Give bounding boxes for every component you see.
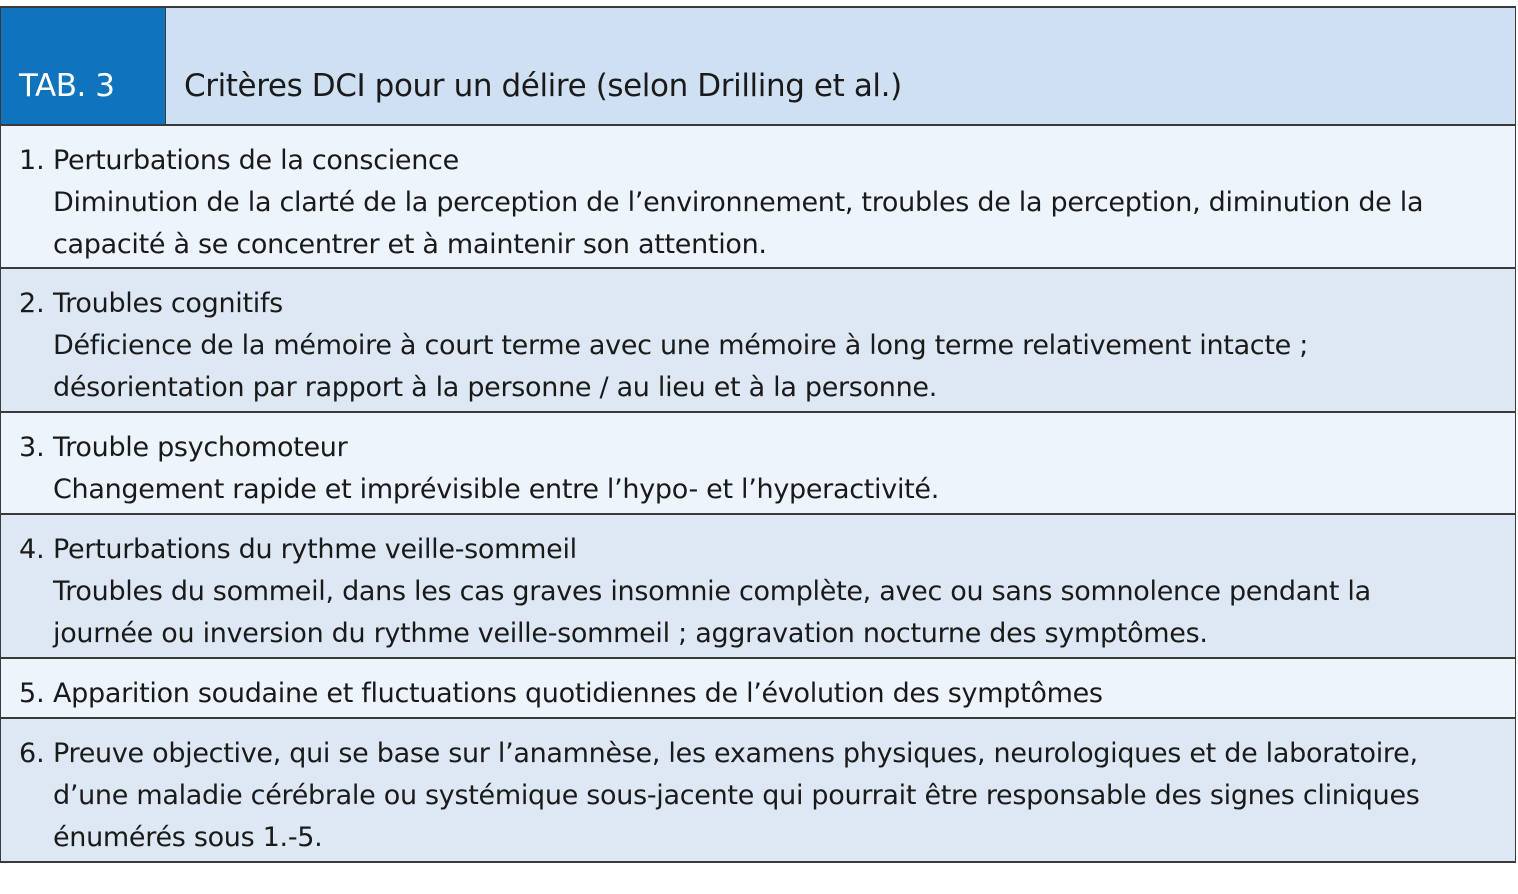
row-title: Preuve objective, qui se base sur l’anamnèse, les examens physiques, neurologiques et de laboratoire, d’une maladie cérébrale ou systémique sous-jacente qui pourrait être responsable des signes cliniques énumérés sous 1.-5. (53, 738, 1420, 853)
row-description: Troubles du sommeil, dans les cas graves insomnie complète, avec ou sans somnolence pendant la journée ou inversion du rythme veille-sommeil ; aggravation nocturne des symptômes. (53, 576, 1371, 649)
row-body (53, 733, 1515, 861)
row-description: Diminution de la clarté de la perception de l’environnement, troubles de la perception, diminution de la capacité à se concentrer et à maintenir son attention. (53, 187, 1424, 260)
row-number: 5. (19, 678, 45, 709)
row-title: Apparition soudaine et fluctuations quotidiennes de l’évolution des symptômes (53, 678, 1103, 709)
row-description: Déficience de la mémoire à court terme avec une mémoire à long terme relativement intacte ; désorientation par rapport à la personne / au lieu et à la personne. (53, 330, 1309, 403)
row-number: 1. (19, 145, 45, 176)
row-body (53, 427, 1515, 513)
row-body (53, 529, 1515, 657)
row-number: 3. (19, 432, 45, 463)
table-row (1, 515, 1515, 659)
table-row (1, 269, 1515, 413)
row-number: 4. (19, 534, 45, 565)
row-title: Perturbations de la conscience (53, 145, 459, 176)
row-body (53, 673, 1515, 717)
row-body (53, 283, 1515, 411)
criteria-table (0, 6, 1516, 863)
table-number-label: TAB. 3 (1, 8, 165, 124)
table-row (1, 126, 1515, 269)
row-number: 2. (19, 288, 45, 319)
row-description: Changement rapide et imprévisible entre l’hypo- et l’hyperactivité. (53, 474, 940, 505)
table-header (1, 8, 1515, 126)
row-body (53, 140, 1515, 267)
row-title: Trouble psychomoteur (53, 432, 348, 463)
row-number: 6. (19, 738, 45, 769)
row-title: Perturbations du rythme veille-sommeil (53, 534, 577, 565)
table-row (1, 659, 1515, 719)
table-row (1, 413, 1515, 515)
row-title: Troubles cognitifs (53, 288, 283, 319)
table-row (1, 719, 1515, 863)
table-title: Critères DCI pour un délire (selon Drilling et al.) (165, 8, 1515, 124)
